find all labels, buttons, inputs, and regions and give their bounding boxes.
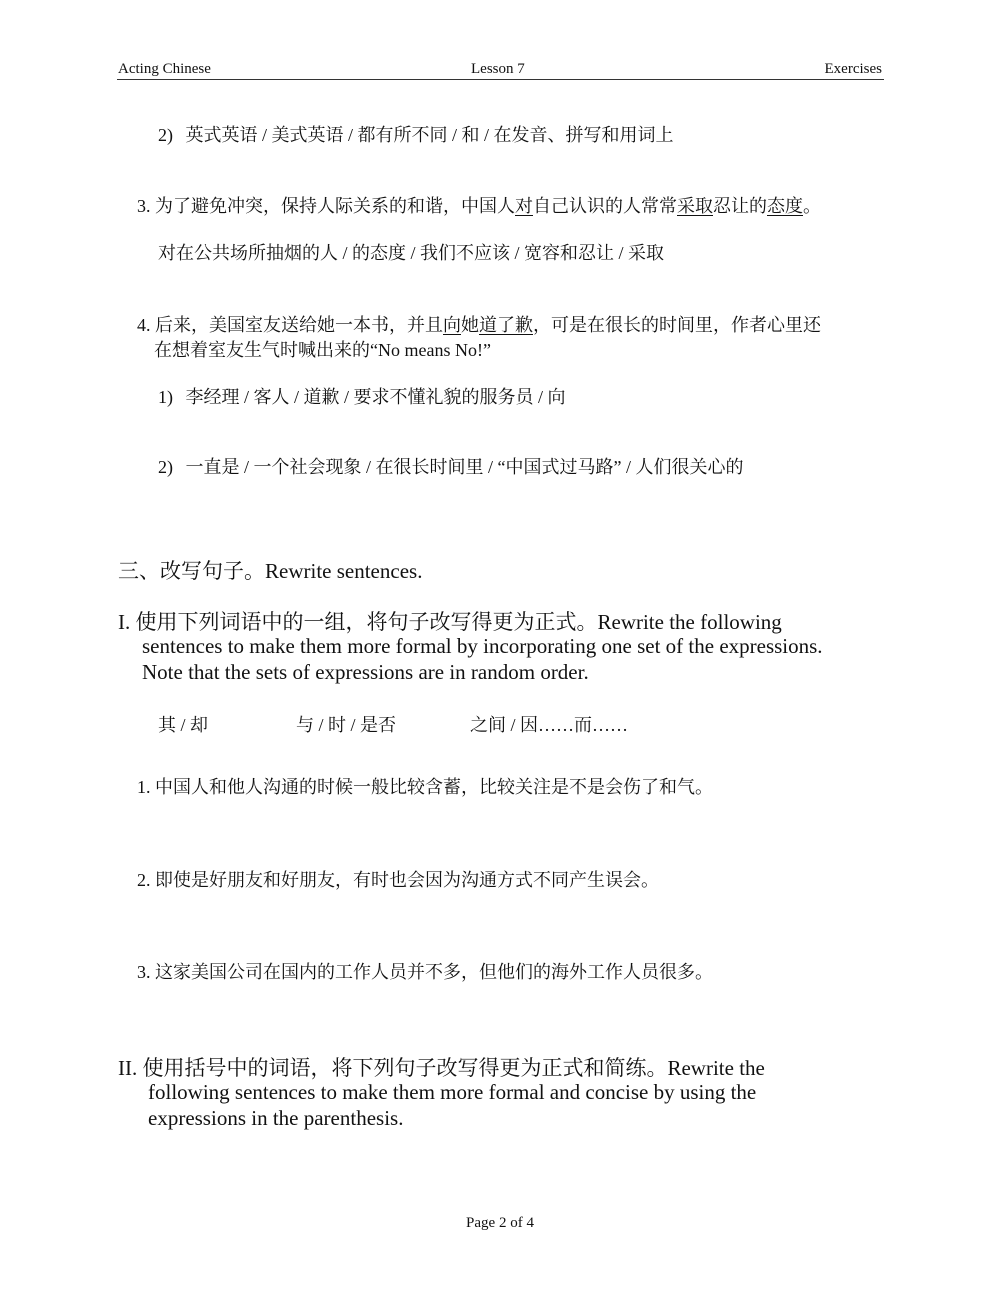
question-4-number: 4. bbox=[137, 315, 151, 335]
ex2-item2 bbox=[158, 121, 674, 147]
part-2-instruction-line-2: following sentences to make them more formal and concise by using the bbox=[148, 1080, 757, 1104]
part-1-sentence-2: 2. 即使是好朋友和好朋友，有时也会因为沟通方式不同产生误会。 bbox=[137, 870, 659, 890]
question-4-item-2 bbox=[158, 453, 743, 479]
question-4-item-2-number: 2) bbox=[158, 457, 173, 477]
question-4 bbox=[137, 311, 821, 337]
question-3-text-d: 。 bbox=[803, 196, 821, 216]
expression-set-3: 之间 / 因……而…… bbox=[470, 715, 629, 735]
question-3-number: 3. bbox=[137, 196, 151, 216]
expression-set-1: 其 / 却 bbox=[158, 715, 209, 735]
ex2-item2-text: 英式英语 / 美式英语 / 都有所不同 / 和 / 在发音、拼写和用词上 bbox=[185, 125, 674, 145]
part-1-instruction-line-1: I. 使用下列词语中的一组，将句子改写得更为正式。Rewrite the following bbox=[118, 610, 782, 634]
question-4-item-1-text: 李经理 / 客人 / 道歉 / 要求不懂礼貌的服务员 / 向 bbox=[185, 387, 566, 407]
question-4-line-2: 在想着室友生气时喊出来的“No means No!” bbox=[154, 340, 491, 360]
header-section: Exercises bbox=[824, 61, 882, 77]
section-3-heading: 三、改写句子。Rewrite sentences. bbox=[118, 559, 423, 583]
ex2-item2-number: 2) bbox=[158, 125, 173, 145]
part-1-sentence-1: 1. 中国人和他人沟通的时候一般比较含蓄，比较关注是不是会伤了和气。 bbox=[137, 777, 713, 797]
question-4-text-c: ，可是在很长的时间里，作者心里还 bbox=[533, 315, 821, 335]
question-3-keyword-caiqu: 采取 bbox=[677, 196, 713, 216]
header-lesson: Lesson 7 bbox=[471, 61, 525, 77]
part-2-instruction-line-1: II. 使用括号中的词语，将下列句子改写得更为正式和简练。Rewrite the bbox=[118, 1056, 765, 1080]
question-3 bbox=[137, 192, 821, 218]
question-4-item-1 bbox=[158, 383, 566, 409]
expression-set-2: 与 / 时 / 是否 bbox=[296, 715, 397, 735]
question-3-text-c: 忍让的 bbox=[713, 196, 767, 216]
question-3-text-a: 为了避免冲突，保持人际关系的和谐，中国人 bbox=[155, 196, 515, 216]
question-3-keyword-taidu: 态度 bbox=[767, 196, 803, 216]
question-4-item-2-text: 一直是 / 一个社会现象 / 在很长时间里 / “中国式过马路” / 人们很关心的 bbox=[185, 457, 744, 477]
header-rule bbox=[117, 79, 884, 80]
part-1-instruction-line-3: Note that the sets of expressions are in random order. bbox=[142, 660, 589, 684]
header-course-title: Acting Chinese bbox=[118, 61, 211, 77]
question-4-text-b: 她 bbox=[461, 315, 479, 335]
question-4-keyword-xiang: 向 bbox=[443, 315, 461, 335]
part-1-instruction-line-2: sentences to make them more formal by incorporating one set of the expressions. bbox=[142, 634, 823, 658]
question-3-keyword-dui: 对 bbox=[515, 196, 533, 216]
part-1-sentence-3: 3. 这家美国公司在国内的工作人员并不多，但他们的海外工作人员很多。 bbox=[137, 962, 713, 982]
question-3-prompt: 对在公共场所抽烟的人 / 的态度 / 我们不应该 / 宽容和忍让 / 采取 bbox=[158, 243, 665, 263]
part-2-instruction-line-3: expressions in the parenthesis. bbox=[148, 1106, 404, 1130]
question-3-text-b: 自己认识的人常常 bbox=[533, 196, 677, 216]
question-4-text-a: 后来，美国室友送给她一本书，并且 bbox=[155, 315, 443, 335]
question-4-keyword-daoqian: 道了歉 bbox=[479, 315, 533, 335]
question-4-item-1-number: 1) bbox=[158, 387, 173, 407]
page-number: Page 2 of 4 bbox=[466, 1215, 534, 1231]
